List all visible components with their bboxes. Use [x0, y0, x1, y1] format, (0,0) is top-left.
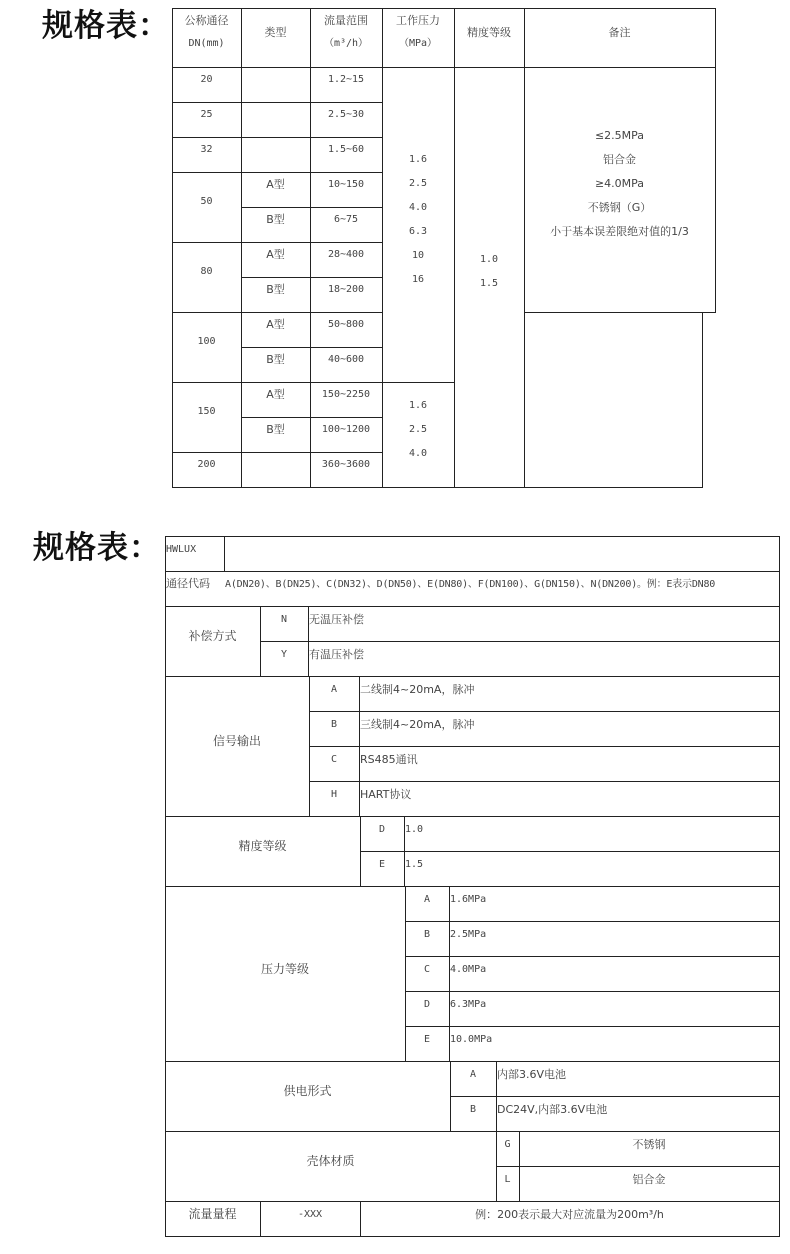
acc-desc: 1.5	[405, 859, 424, 870]
range-desc: 例：200表示最大对应流量为200m³/h	[475, 1208, 664, 1221]
press-desc: 2.5MPa	[450, 929, 487, 940]
signal-desc: 二线制4~20mA，脉冲	[360, 683, 475, 696]
signal-code: C	[330, 754, 338, 765]
pressure-value: 4.0	[408, 448, 428, 459]
press-desc: 1.6MPa	[450, 894, 487, 905]
dn-cell: 20	[200, 74, 213, 85]
signal-desc: 三线制4~20mA，脉冲	[360, 718, 475, 731]
type-cell: A型	[266, 388, 285, 401]
flow-cell: 1.5~60	[327, 144, 365, 155]
range-label: 流量量程	[188, 1207, 237, 1221]
press-code: D	[423, 999, 431, 1010]
flow-cell: 18~200	[327, 284, 365, 295]
press-code: A	[423, 894, 431, 905]
dn-cell: 80	[200, 266, 213, 277]
dn-cell: 150	[197, 406, 216, 417]
flow-cell: 150~2250	[321, 389, 371, 400]
header-dn-line1: 公称通径	[184, 14, 229, 27]
model-code: HWLUX	[166, 544, 197, 555]
dn-cell: 200	[197, 459, 216, 470]
remark-line: 不锈钢（G）	[587, 201, 652, 214]
type-cell: B型	[266, 353, 285, 366]
type-cell: A型	[266, 248, 285, 261]
range-code: -XXX	[297, 1209, 323, 1220]
shell-desc: 不锈钢	[632, 1138, 666, 1151]
signal-code: H	[330, 789, 338, 800]
comp-label: 补偿方式	[188, 629, 237, 643]
shell-code: L	[504, 1174, 511, 1185]
dn-cell: 25	[200, 109, 213, 120]
flow-cell: 10~150	[327, 179, 365, 190]
accuracy-value: 1.5	[479, 278, 499, 289]
acc-code: E	[378, 859, 386, 870]
shell-label: 壳体材质	[306, 1154, 355, 1168]
press-label: 压力等级	[260, 962, 309, 976]
header-type: 类型	[264, 26, 287, 39]
flow-cell: 50~800	[327, 319, 365, 330]
signal-desc: HART协议	[360, 788, 412, 801]
comp-code: Y	[280, 649, 288, 660]
signal-code: B	[330, 719, 338, 730]
flow-cell: 1.2~15	[327, 74, 365, 85]
comp-desc: 无温压补偿	[309, 613, 364, 626]
power-code: B	[469, 1104, 477, 1115]
pressure-value: 4.0	[408, 202, 428, 213]
type-cell: A型	[266, 178, 285, 191]
press-desc: 6.3MPa	[450, 999, 487, 1010]
power-desc: DC24V,内部3.6V电池	[497, 1103, 608, 1116]
shell-code: G	[504, 1139, 511, 1150]
header-pressure-line2: （MPa）	[398, 38, 438, 49]
dn-cell: 50	[200, 196, 213, 207]
header-flow-line1: 流量范围	[324, 14, 368, 27]
power-code: A	[469, 1069, 477, 1080]
dn-cell: 100	[197, 336, 216, 347]
header-dn-line2: DN(mm)	[188, 38, 225, 49]
dn-cell: 32	[200, 144, 213, 155]
flow-cell: 360~3600	[321, 459, 371, 470]
header-accuracy: 精度等级	[467, 26, 511, 39]
bore-label: 通径代码	[166, 577, 210, 590]
signal-code: A	[330, 684, 338, 695]
comp-code: N	[280, 614, 288, 625]
type-cell: B型	[266, 423, 285, 436]
bore-text: A(DN20)、B(DN25)、C(DN32)、D(DN50)、E(DN80)、F(DN100)、G(DN150)、N(DN200)。例：E表示DN80	[225, 579, 716, 590]
signal-label: 信号输出	[212, 734, 261, 748]
pressure-value: 2.5	[408, 424, 428, 435]
press-desc: 10.0MPa	[450, 1034, 493, 1045]
press-desc: 4.0MPa	[450, 964, 487, 975]
pressure-value: 2.5	[408, 178, 428, 189]
pressure-value: 1.6	[408, 154, 428, 165]
acc-label: 精度等级	[238, 839, 287, 853]
power-desc: 内部3.6V电池	[497, 1068, 567, 1081]
section2-heading: 规格表：	[33, 530, 161, 566]
press-code: C	[423, 964, 431, 975]
remark-line: ≤2.5MPa	[594, 129, 645, 142]
pressure-value: 1.6	[408, 400, 428, 411]
flow-cell: 6~75	[333, 214, 359, 225]
header-flow-line2: （m³/h）	[323, 38, 369, 49]
press-code: B	[423, 929, 431, 940]
remark-line: 小于基本误差限绝对值的1/3	[550, 225, 689, 238]
pressure-value: 10	[411, 250, 425, 261]
pressure-value: 16	[411, 274, 425, 285]
type-cell: B型	[266, 213, 285, 226]
remark-line: ≥4.0MPa	[594, 177, 645, 190]
acc-code: D	[378, 824, 386, 835]
comp-desc: 有温压补偿	[309, 648, 364, 661]
type-cell: A型	[266, 318, 285, 331]
flow-cell: 40~600	[327, 354, 365, 365]
flow-cell: 2.5~30	[327, 109, 365, 120]
accuracy-value: 1.0	[479, 254, 499, 265]
pressure-value: 6.3	[408, 226, 428, 237]
shell-desc: 铝合金	[632, 1173, 666, 1186]
header-pressure-line1: 工作压力	[396, 14, 440, 27]
header-remark: 备注	[608, 26, 631, 39]
section1-heading: 规格表：	[42, 8, 170, 44]
signal-desc: RS485通讯	[360, 753, 418, 766]
remark-line: 铝合金	[603, 153, 636, 166]
press-code: E	[423, 1034, 431, 1045]
type-cell: B型	[266, 283, 285, 296]
flow-cell: 100~1200	[321, 424, 371, 435]
flow-cell: 28~400	[327, 249, 365, 260]
power-label: 供电形式	[283, 1084, 332, 1098]
acc-desc: 1.0	[405, 824, 424, 835]
